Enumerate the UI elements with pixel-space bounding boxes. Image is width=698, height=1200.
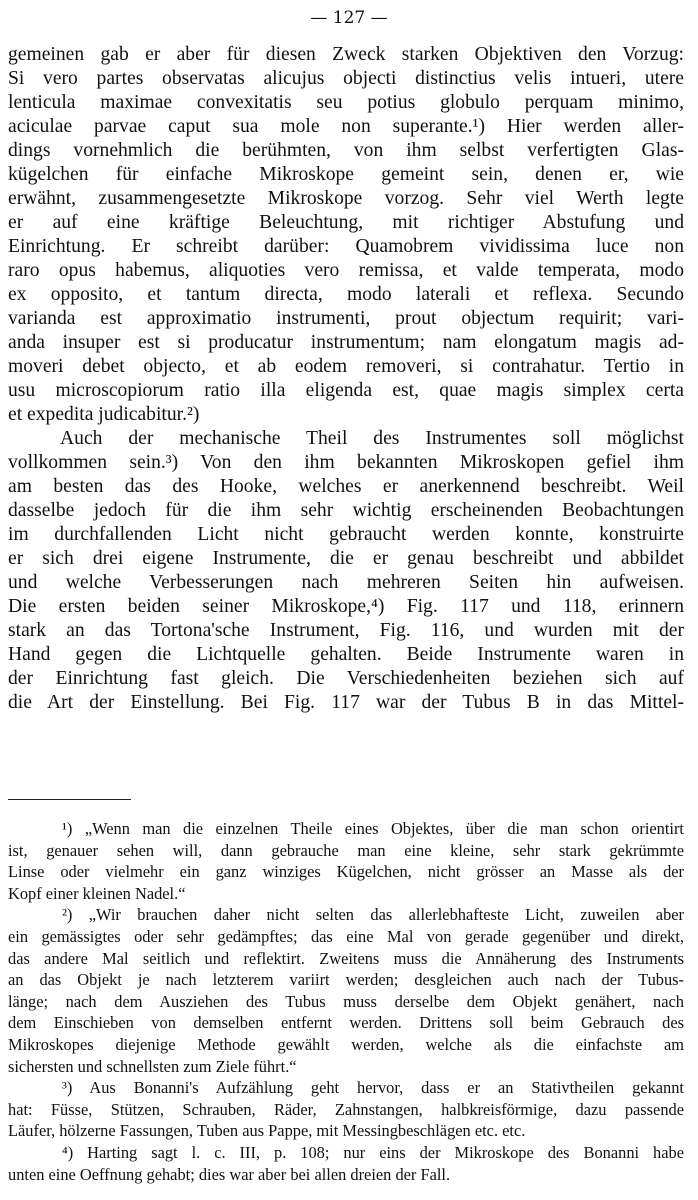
- footnote-line: ¹) „Wenn man die einzelnen Theile eines Objektes, über die man schon orientirt: [62, 819, 684, 838]
- text-line: moveri debet objecto, et ab eodem removeri, si contrahatur. Tertio in: [8, 356, 684, 377]
- text-line: raro opus habemus, aliquoties vero remissa, et valde temperata, modo: [8, 260, 684, 281]
- text-line: er sich drei eigene Instrumente, die er genau beschreibt und abbildet: [8, 548, 684, 569]
- footnote-line: an das Objekt je nach letzterem variirt werden; desgleichen auch nach der Tubus-: [8, 970, 684, 990]
- text-line: varianda est approximatio instrumenti, prout objectum requirit; vari-: [8, 308, 684, 329]
- text-line: usu microscopiorum ratio illa eligenda est, quae magis simplex certa: [8, 380, 684, 401]
- text-line: et expedita judicabitur.²): [8, 404, 200, 425]
- footnote-line: länge; nach dem Ausziehen des Tubus muss derselbe dem Objekt genähert, nach: [8, 991, 684, 1011]
- footnote-line: Läufer, hölzerne Fassungen, Tuben aus Pappe, mit Messingbeschlägen etc. etc.: [8, 1121, 526, 1141]
- footnote-line: unten eine Oeffnung gehabt; dies war aber bei allen dreien der Fall.: [8, 1164, 451, 1184]
- text-line: der Einrichtung fast gleich. Die Verschiedenheiten beziehen sich auf: [8, 668, 684, 689]
- text-line: stark an das Tortona'sche Instrument, Fig. 116, und wurden mit der: [8, 620, 684, 641]
- text-line: und welche Verbesserungen nach mehreren Seiten hin aufweisen.: [8, 572, 684, 593]
- footnotes: [8, 818, 684, 1185]
- footnote-line: Kopf einer kleinen Nadel.“: [8, 883, 186, 903]
- text-line: die Art der Einstellung. Bei Fig. 117 war der Tubus B in das Mittel-: [8, 692, 684, 713]
- text-line: kügelchen für einfache Mikroskope gemeint sein, denen er, wie: [8, 164, 684, 185]
- footnote-line: das andere Mal seitlich und reflektirt. Zweitens muss die Annäherung des Instruments: [8, 948, 684, 968]
- footnote-line: ein gemässigtes oder sehr gedämpftes; das eine Mal von gerade gegenüber und direkt,: [8, 926, 684, 946]
- main-text: [8, 43, 684, 715]
- footnote-line: dem Einschieben von demselben entfernt werden. Drittens soll beim Gebrauch des: [8, 1013, 684, 1033]
- text-line: Si vero partes observatas alicujus objecti distinctius velis intueri, utere: [8, 68, 684, 89]
- footnote-line: Mikroskopes diejenige Methode gewählt werden, welche als die einfachste am: [8, 1034, 684, 1054]
- text-line: ex opposito, et tantum directa, modo laterali et reflexa. Secundo: [8, 284, 684, 305]
- footnote-line: ist, genauer sehen will, dann gebrauche man eine kleine, sehr stark gekrümmte: [8, 840, 684, 860]
- text-line: Hand gegen die Lichtquelle gehalten. Beide Instrumente waren in: [8, 644, 684, 665]
- text-line: lenticula maximae convexitatis seu potius globulo perquam minimo,: [8, 92, 684, 113]
- text-line: aciculae parvae caput sua mole non superante.¹) Hier werden aller-: [8, 116, 684, 137]
- text-line: Einrichtung. Er schreibt darüber: Quamobrem vividissima luce non: [8, 236, 684, 257]
- text-line: gemeinen gab er aber für diesen Zweck starken Objektiven den Vorzug:: [8, 44, 684, 65]
- text-line: erwähnt, zusammengesetzte Mikroskope vorzog. Sehr viel Werth legte: [8, 188, 684, 209]
- text-line: Die ersten beiden seiner Mikroskope,⁴) Fig. 117 und 118, erinnern: [8, 596, 684, 617]
- footnote-line: Linse oder vielmehr ein ganz winziges Kügelchen, nicht grösser an Masse als der: [8, 862, 684, 882]
- text-line: am besten das des Hooke, welches er anerkennend beschreibt. Weil: [8, 476, 684, 497]
- page-number: — 127 —: [310, 8, 388, 28]
- footnote-line: ²) „Wir brauchen daher nicht selten das allerlebhafteste Licht, zuweilen aber: [62, 905, 684, 925]
- text-line: er auf eine kräftige Beleuchtung, mit richtiger Abstufung und: [8, 212, 684, 233]
- text-line: vollkommen sein.³) Von den ihm bekannten Mikroskopen gefiel ihm: [8, 452, 684, 473]
- footnote-line: ³) Aus Bonanni's Aufzählung geht hervor, dass er an Stativtheilen gekannt: [62, 1078, 684, 1098]
- footnote-line: sichersten und schnellsten zum Ziele führt.“: [8, 1056, 297, 1076]
- text-line: anda insuper est si producatur instrumentum; nam elongatum magis ad-: [8, 332, 684, 353]
- text-line: Auch der mechanische Theil des Instrumentes soll möglichst: [60, 428, 684, 449]
- footnote-line: hat: Füsse, Stützen, Schrauben, Räder, Zahnstangen, halbkreisförmige, dazu passende: [8, 1099, 684, 1119]
- text-line: dings vornehmlich die berühmten, von ihm selbst verfertigten Glas-: [8, 140, 684, 161]
- footnote-line: ⁴) Harting sagt l. c. III, p. 108; nur eins der Mikroskope des Bonanni habe: [62, 1142, 684, 1162]
- text-line: im durchfallenden Licht nicht gebraucht werden konnte, konstruirte: [8, 524, 684, 545]
- footnote-divider: [8, 799, 131, 800]
- text-line: dasselbe jedoch für die ihm sehr wichtig erscheinenden Beobachtungen: [8, 500, 684, 521]
